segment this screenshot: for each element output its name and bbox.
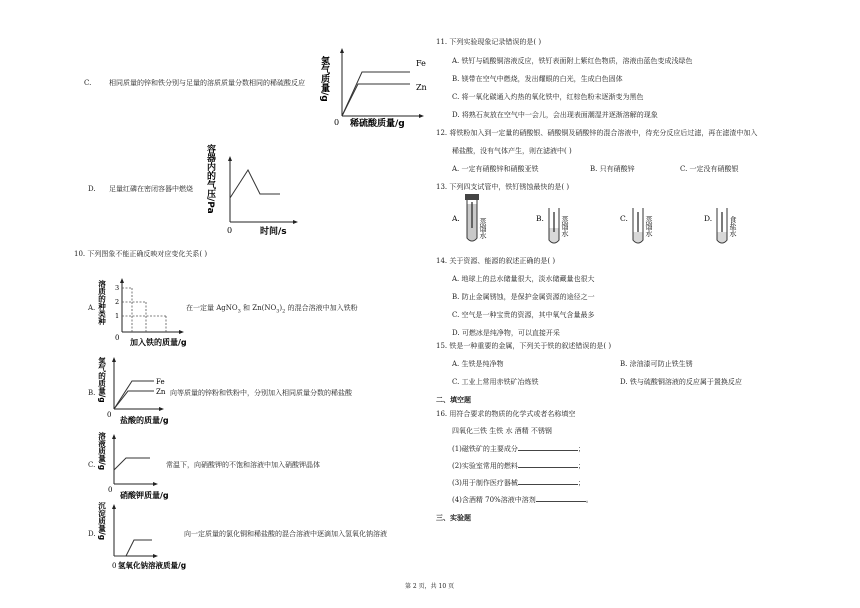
question-16-stem: 16. 用符合要求的物质的化学式或者名称填空 — [436, 410, 576, 418]
q12-option-b: B. 只有硝酸锌 — [590, 165, 635, 173]
tube-label: 食盐水 — [729, 216, 737, 237]
tube-label: 蒸馏水 — [645, 216, 653, 237]
x-axis-label: 时间/s — [260, 227, 287, 237]
y-tick-1: 1 — [115, 312, 120, 320]
page-footer: 第 2 页，共 10 页 — [405, 583, 455, 590]
answer-blank-3[interactable] — [518, 484, 578, 485]
q15-option-c: C. 工业上常用赤铁矿冶炼铁 — [452, 378, 539, 386]
section-experiment-heading: 三、实验题 — [436, 513, 471, 522]
q15-option-a: A. 生铁是纯净物 — [452, 360, 504, 368]
origin-label: 0 — [334, 118, 340, 127]
question-12-stem: 12. 将铁粉加入到一定量的硝酸银、硝酸铜及硝酸锌的混合溶液中，待充分反应后过滤，再在滤渣中加入 — [436, 129, 758, 137]
q16-item-4: (4)含酒精 70%溶液中溶剂 。 — [452, 496, 593, 504]
origin-label: 0 — [115, 334, 120, 342]
series-label-zn: Zn — [156, 388, 166, 396]
y-axis-label: 溶质的种类种 — [97, 280, 107, 325]
question-15-stem: 15. 铁是一种重要的金属，下列关于铁的叙述错误的是( ) — [436, 342, 612, 350]
q10-option-b-text: 向等质量的锌粉和铁粉中，分别加入相同质量分数的稀盐酸 — [170, 389, 352, 397]
q10-option-a-letter: A. — [88, 304, 96, 312]
question-13-stem: 13. 下列四支试管中，铁钉锈蚀最快的是( ) — [436, 183, 570, 191]
tube-letter: D. — [704, 214, 713, 223]
test-tube-d — [704, 206, 754, 254]
chart-hydrogen-vs-hcl — [98, 353, 178, 427]
question-11-stem: 11. 下列实验现象记录错误的是( ) — [436, 38, 542, 46]
chart-solute-types-vs-iron — [98, 276, 188, 350]
chart-hydrogen-vs-sulfuric-acid — [320, 44, 430, 131]
y-axis-label: 沉淀质量/g — [97, 502, 107, 541]
q16-word-bank: 四氧化三铁 生铁 水 酒精 不锈钢 — [452, 427, 552, 435]
origin-label: 0 — [107, 411, 112, 419]
q11-option-b: B. 镁带在空气中燃烧，发出耀眼的白光，生成白色固体 — [452, 75, 623, 83]
tube-letter: B. — [536, 214, 544, 223]
series-label-fe: Fe — [416, 59, 426, 68]
question-14-stem: 14. 关于资源、能源的叙述正确的是( ) — [436, 257, 556, 265]
y-axis-label: 容器内的气压/Pa — [205, 144, 215, 214]
answer-blank-4[interactable] — [536, 501, 586, 502]
q14-option-d: D. 可燃冰是纯净物，可以直接开采 — [452, 329, 560, 337]
answer-blank-1[interactable] — [518, 450, 578, 451]
option-c-text: 相同质量的锌和铁分别与足量的溶质质量分数相同的稀硫酸反应 — [109, 79, 305, 87]
y-axis-label: 氢气质量/g — [319, 56, 329, 102]
tube-label: 蒸馏水 — [479, 218, 487, 239]
q16-item-1: (1)磁铁矿的主要成分 ； — [452, 445, 585, 453]
chart-precipitate-vs-naoh — [98, 500, 188, 574]
q10-option-c-text: 常温下，向硝酸钾的不饱和溶液中加入硝酸钾晶体 — [166, 461, 320, 469]
origin-label: 0 — [108, 486, 113, 494]
q10-option-a-text: 在一定量 AgNO$_3$ 和 $Zn(NO_3)_2$ 的混合溶液中加入铁粉 — [186, 304, 358, 315]
chart-pressure-vs-time — [205, 140, 308, 242]
series-label-fe: Fe — [156, 378, 165, 386]
question-12-stem-cont: 稀盐酸，没有气体产生，则在滤液中( ) — [452, 147, 572, 155]
tube-letter: C. — [620, 214, 628, 223]
q14-option-c: C. 空气是一种宝贵的资源，其中氧气含量最多 — [452, 311, 595, 319]
tube-letter: A. — [452, 214, 460, 223]
test-tube-b — [536, 206, 586, 254]
test-tube-c — [620, 206, 670, 254]
tube-label: 蒸馏水 — [561, 216, 569, 237]
q16-item-3: (3)用于制作医疗器械 ； — [452, 479, 585, 487]
q10-option-d-letter: D. — [88, 530, 96, 538]
q11-option-a: A. 铁钉与硫酸铜溶液反应，铁钉表面附上紫红色物质，溶液由蓝色变成浅绿色 — [452, 57, 693, 65]
y-axis-label: 氢气的质量/g — [97, 357, 107, 403]
q10-option-c-letter: C. — [88, 461, 96, 469]
q10-option-b-letter: B. — [88, 389, 96, 397]
q12-option-c: C. 一定没有硝酸银 — [680, 165, 739, 173]
q14-option-a: A. 地球上的总水储量很大，淡水储藏量也很大 — [452, 275, 595, 283]
option-d-text: 足量红磷在密闭容器中燃烧 — [109, 185, 193, 193]
q11-option-c: C. 将一氧化碳通入灼热的氧化铁中，红棕色粉末逐渐变为黑色 — [452, 93, 644, 101]
origin-label: 0 — [227, 226, 233, 235]
x-axis-label: 氢氧化钠溶液质量/g — [118, 561, 187, 570]
option-c-letter: C. — [84, 79, 92, 87]
x-axis-label: 加入铁的质量/g — [130, 338, 187, 347]
y-tick-2: 2 — [115, 298, 120, 306]
x-axis-label: 稀硫酸质量/g — [350, 119, 405, 129]
origin-label: 0 — [112, 562, 117, 570]
q15-option-b: B. 涂油漆可防止铁生锈 — [620, 360, 693, 368]
q15-option-d: D. 铁与硫酸铜溶液的反应属于置换反应 — [620, 378, 742, 386]
q12-option-a: A. 一定有硝酸锌和硝酸亚铁 — [452, 165, 539, 173]
q11-option-d: D. 将熟石灰放在空气中一会儿，会出现表面潮湿并逐渐溶解的现象 — [452, 111, 658, 119]
x-axis-label: 硝酸钾质量/g — [120, 491, 169, 500]
y-tick-3: 3 — [115, 284, 120, 292]
q16-item-2: (2)实验室常用的燃料 ； — [452, 462, 585, 470]
x-axis-label: 盐酸的质量/g — [120, 416, 169, 425]
answer-blank-2[interactable] — [518, 467, 578, 468]
test-tube-a — [452, 194, 502, 252]
q14-option-b: B. 防止金属锈蚀，是保护金属资源的途径之一 — [452, 293, 595, 301]
q10-option-d-text: 向一定质量的氯化铜和稀盐酸的混合溶液中逐滴加入氢氧化钠溶液 — [184, 530, 387, 538]
y-axis-label: 溶液质量/g — [97, 432, 107, 471]
section-fill-in-heading: 二、填空题 — [436, 395, 471, 404]
series-label-zn: Zn — [416, 83, 427, 92]
chart-solution-mass-vs-kno3 — [98, 430, 178, 504]
question-10-stem: 10. 下列图象不能正确反映对应变化关系( ) — [74, 250, 208, 258]
option-d-letter: D. — [88, 185, 96, 193]
